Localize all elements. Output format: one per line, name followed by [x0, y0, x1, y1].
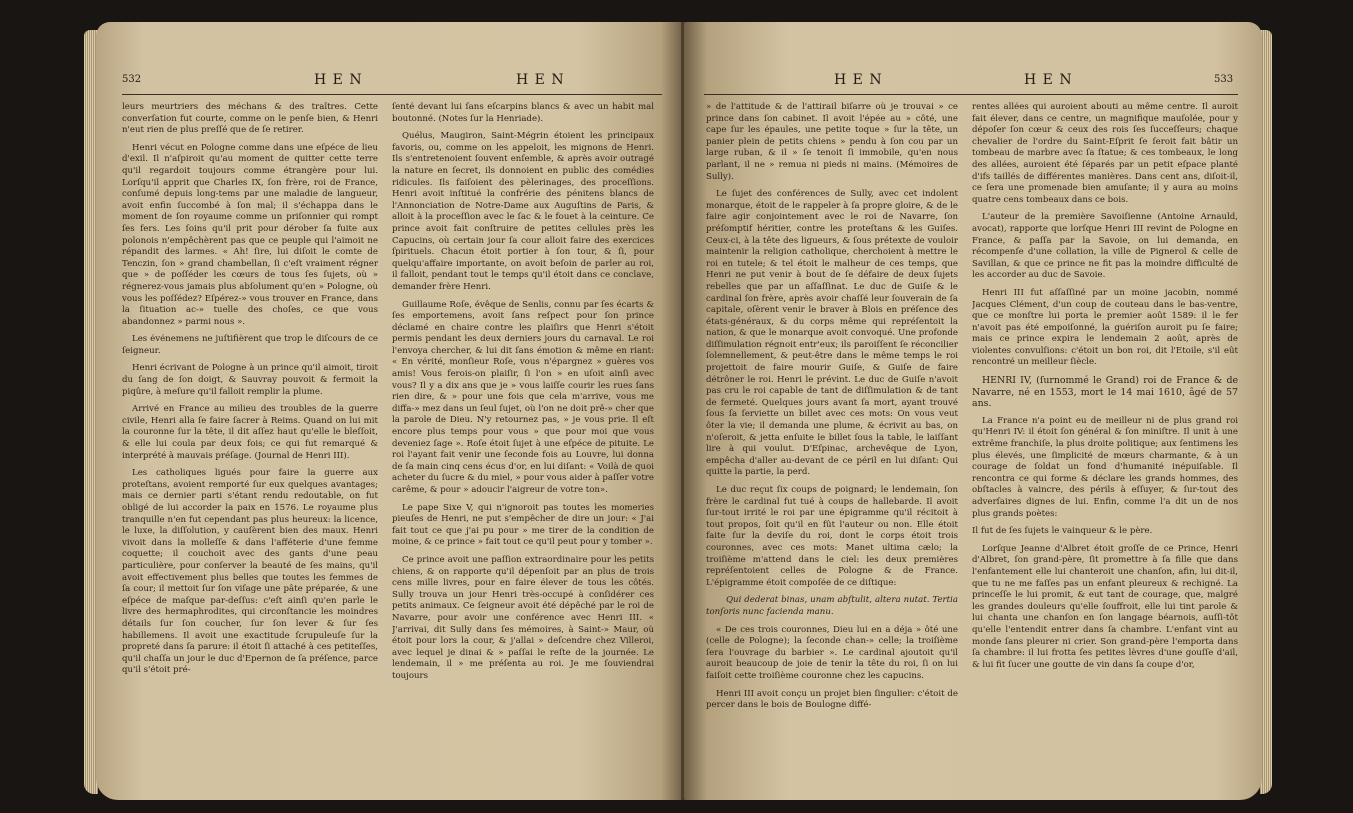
paragraph: Il fut de ſes ſujets le vainqueur & le père. — [972, 526, 1153, 537]
paragraph: Ce prince avoit une paſſion extraordinaire pour les petits chiens, & on rapporte qu'il dépenſoit par an plus de trois cens mille livres, pour en faire élever de tous les côtés. Sully trouva un jour Henri très-occupé à conſidérer ces petits animaux. Ce ſeigneur avoit été dépêché par le roi de Navarre, pour avoir une conférence avec Henri III. « J'arrivai, dit Sully dans ſes mémoires, à Saint-» Maur, où étoit pour lors la cour, & j'allai » deſcendre chez Villeroi, avec lequel je dinai & » paſſai le reſte de la journée. Le lendemain, il » me préſenta au roi. Je me ſouviendrai toujours — [392, 554, 654, 681]
paragraph: Henri vécut en Pologne comme dans une eſpéce de lieu d'exil. Il n'aſpiroit qu'au moment de quitter cette terre qu'il regardoit toujours comme étrangère pour lui. Lorſqu'il apprit que Charles IX, ſon frère, roi de France, conſumé depuis long-tems par une maladie de langueur, avoit enfin ſuccombé à ſon mal; il s'échappa dans le moment de ſon royaume comme un priſonnier qui rompt ſes fers. Les ſoins qu'il prit pour dérober ſa fuite aux polonois n'empêchèrent pas que ce peuple qui l'aimoit ne répandit des larmes. « Ah! ſire, lui diſoit le comte de Tenczin, ſon » grand chambellan, ſi c'eſt vraiment régner que » de poſſéder les cœurs de tous ſes ſujets, où » régnerez-vous jamais plus abſolument qu'en » Pologne, où vous les poſſédez? Eſpérez-» vous trouver en France, dans la ſituation ac-» tuelle des choſes, ce que vous abandonnez » parmi nous ». — [122, 142, 378, 327]
paragraph: Henri écrivant de Pologne à un prince qu'il aimoit, tiroit du ſang de ſon doigt, & Sauvray pouvoit & fermoit la piqûre, à meſure qu'il falloit remplir la plume. — [122, 363, 378, 397]
right-page-column-1 — [706, 102, 958, 800]
paragraph: L'auteur de la première Savoiſienne (Antoine Arnauld, avocat), rapporte que lorſque Henri III revint de Pologne en France, & paſſa par la Savoie, on lui demanda, en récompenſe d'une collation, la ville de Pignerol & celle de Savillan, & que ce prince ne fit pas la moindre difficulté de les accorder au duc de Savoie. — [972, 212, 1238, 281]
paragraph: Qui dederat binas, unam abſtulit, altera nutat. Tertia tonſoris nunc facienda manu. — [706, 595, 958, 617]
paragraph: La France n'a point eu de meilleur ni de plus grand roi qu'Henri IV: il étoit ſon général & ſon miniſtre. Il unit à une extrême franchiſe, la plus droite politique; aux ſentimens les plus élevés, une ſimplicité de mœurs charmante, & à un courage de ſoldat un fond d'humanité inépuiſable. Il rencontra ce qui forme & déclare les grands hommes, des obſtacles à vaincre, des périls à eſſuyer, & ſur-tout des adverſaires dignes de lui. Enfin, comme l'a dit un de nos plus grands poètes: — [972, 415, 1238, 519]
paragraph: ſenté devant lui ſans eſcarpins blancs & avec un habit mal boutonné. (Notes ſur la Henriade). — [392, 102, 654, 124]
paragraph: Les catholiques ligués pour faire la guerre aux proteſtans, avoient remporté ſur eux quelques avantages; mais ce dernier parti s'étant rendu redoutable, on fut obligé de lui accorder la paix en 1576. Le royaume plus tranquille n'en fut cependant pas plus heureux: la licence, le luxe, la diſſolution, y cauſèrent bien des maux. Henri vivoit dans la molleſſe & dans l'afféterie d'une femme coquette; il couchoit avec des gants d'une peau particulière, pour conſerver la beauté de ſes mains, qu'il avoit effectivement plus belles que toutes les femmes de ſa cour; il mettoit ſur ſon viſage une pâte préparée, & une eſpéce de maſque par-deſſus: c'eſt ainſi qu'en parle le livre des hermaphrodites, qui circonſtancie les moindres détails ſur ſon coucher, ſur ſon lever & ſur ſes habillemens. Il avoit une exactitude ſcrupuleuſe ſur la propreté dans ſa parure: il étoit ſi attaché à ces petiteſſes, qu'il chaſſa un jour le duc d'Epernon de ſa préſence, parce qu'il s'étoit pré- — [122, 468, 378, 676]
header-rule-right — [704, 94, 1238, 95]
paragraph: Henri III fut aſſaſſiné par un moine jacobin, nommé Jacques Clément, d'un coup de couteau dans le bas-ventre, que ce monſtre lui porta le premier août 1589: il le fer n'avoit pas été empoiſonné, la guériſon auroit pu ſe faire; mais ce prince expira le lendemain 2 août, après de violentes convulſions: c'étoit un bon roi, dit l'Etoile, s'il eût rencontré un meilleur ſiècle. — [972, 287, 1238, 368]
paragraph: leurs meurtriers des méchans & des traîtres. Cette converſation fut courte, comme on le penſe bien, & Henri n'eut rien de plus preſſé que de ſe retirer. — [122, 102, 378, 136]
paragraph: Quélus, Maugiron, Saint-Mégrin étoient les principaux favoris, ou, comme on les appeloit, les mignons de Henri. Ils s'entretenoient ſouvent enſemble, & après avoir outragé la nature en ſecret, ils donnoient en public des comédies ridicules. Ils faiſoient des pèlerinages, des proceſſions. Henri avoit inſtitué la confrérie des pénitens blancs de l'Annonciation de Notre-Dame aux Auguſtins de Paris, & alloit à la proceſſion avec le ſac & le fouet à la ceinture. Ce prince avoit fait conſtruire de petites cellules près les Capucins, où certain jour ſa cour alloit faire des exercices ſpirituels. Chacun étoit portier à ſon tour, & ſi, pour quelqu'affaire importante, on avoit beſoin de parler au roi, il falloit, pendant tout le temps qu'il étoit dans ce conclave, demander frère Henri. — [392, 131, 654, 292]
header-rule-left — [122, 94, 662, 95]
paragraph: » de l'attitude & de l'attirail biſarre où je trouvai » ce prince dans ſon cabinet. Il avoit l'épée au » côté, une cape ſur les épaules, une petite toque » ſur la tête, un panier plein de petits chiens » pendu à ſon cou par un large ruban, & il » ſe tenoit ſi immobile, qu'en nous parlant, il ne » remua ni pieds ni mains. (Mémoires de Sully). — [706, 102, 958, 182]
left-page-column-1 — [122, 102, 378, 800]
paragraph: « De ces trois couronnes, Dieu lui en a déja » ôté une (celle de Pologne); la ſeconde chan-» celle; la troiſième ſera l'ouvrage du barbier ». Le cardinal ajoutoit qu'il auroit beaucoup de joie de tenir la tête du roi, ſi on lui faiſoit cette troiſième couronne chez les capucins. — [706, 624, 958, 681]
paragraph: Guillaume Roſe, évêque de Senlis, connu par ſes écarts & ſes emportemens, avoit ſans reſpect pour ſon prince déclamé en chaire contre les plaiſirs que Henri s'étoit permis pendant les deux derniers jours du carnaval. Le roi l'envoya chercher, & lui dit ſans émotion & même en riant: « En vérité, monſieur Roſe, vous n'épargnez » guères vos amis! Vous ferois-on plaiſir, ſi l'on » en uſoit ainſi avec vous? Il y a dix ans que je » vous laiſſe courir les rues ſans rien dire, & » pour une fois que cela m'arrive, vous me diffa-» mez dans un ſeul ſujet, où l'on ne doit prê-» cher que la parole de Dieu. N'y retournez pas, » je vous prie. Il eſt encore plus temps pour vous » que pour moi que vous deveniez ſage ». Roſe étoit ſujet à une eſpéce de pituite. Le roi l'ayant fait venir une ſeconde fois au Louvre, lui donna de ſa main cinq cens écus d'or, en lui diſant: « Voilà de quoi acheter du ſucre & du miel, » pour vous aider à paſſer votre carême, & pour » adoucir l'aigreur de votre ton». — [392, 299, 654, 495]
paragraph: Henri III avoit conçu un projet bien ſingulier: c'étoit de percer dans le bois de Boulogne diffé- — [706, 688, 958, 711]
paragraph: Le duc reçut ſix coups de poignard; le lendemain, ſon frère le cardinal fut tué à coups de hallebarde. Il avoit ſur-tout irrité le roi par une épigramme qu'il récitoit à tout propos, ſoit qu'il en fût l'auteur ou non. Elle étoit faite ſur la deviſe du roi, dont le corps étoit trois couronnes, avec ces mots: Manet ultima cælo; la troiſième m'attend dans le ciel: les deux premières repréſentoient celles de Pologne & de France. L'épigramme étoit compoſée de ce diſtique: — [706, 485, 958, 588]
left-page-column-2 — [392, 102, 654, 800]
paragraph: Le ſujet des conférences de Sully, avec cet indolent monarque, étoit de le rappeler à ſa propre gloire, & de le faire agir conjointement avec le roi de Navarre, ſon préſomptif héritier, contre les proteſtans & les Guiſes. Ceux-ci, à la tête des ligueurs, & ſous prétexte de vouloir maintenir la religion catholique, cherchoient à mettre le roi en tutele; & tel étoit le malheur de ces temps, que Henri ne put venir à bout de ſe défaire de deux ſujets rebelles que par un aſſaſſinat. Le duc de Guiſe & le cardinal ſon frère, après avoir chaſſé leur ſouverain de ſa capitale, oſèrent venir le braver à Blois en préſence des états-généraux, & du corps même qui repréſentoit la nation, & que le monarque avoit convoqué. Une profonde diſſimulation régnoit entr'eux; ils paroiſſent ſe réconcilier ſolemnellement, & peut-être dans le même temps le roi projettoit de faire mourir Guiſe, & Guiſe de faire détrôner le roi. Henri le prévint. Le duc de Guiſe n'avoit pas cru le roi capable de tant de diſſimulation & de tant de fermeté. Quelques jours avant ſa mort, ayant trouvé ſous ſa ſerviette un billet avec ces mots: On vous veut ôter la vie; il demanda une plume, & écrivit au bas, on n'oſeroit, & jetta enſuite le billet ſous la table, le laiſſant lire à qui voulut. D'Eſpinac, archevêque de Lyon, empêcha d'aller au-devant de ce péril en lui diſant: Qui quitte la partie, la perd. — [706, 189, 958, 478]
right-page — [684, 22, 1262, 800]
running-head-left-a: H E N — [314, 72, 363, 88]
left-page — [96, 22, 684, 800]
running-head-right-a: H E N — [834, 72, 883, 88]
right-page-column-2 — [972, 102, 1238, 800]
paragraph: rentes allées qui auroient abouti au même centre. Il auroit fait élever, dans ce centre, un magnifique mauſolée, pour y dépoſer ſon cœur & ceux des rois ſes ſucceſſeurs; chaque chevalier de l'ordre du Saint-Eſprit ſe ſeroit fait bâtir un tombeau de marbre avec ſa ſtatue; & ces tombeaux, le long des allées, auroient été ſéparés par un petit eſpace planté d'ifs taillés de différentes manières. Dans cent ans, diſoit-il, ce ſera une promenade bien amuſante; il y aura au moins quatre cens tombeaux dans ce bois. — [972, 102, 1238, 205]
page-number-right: 533 — [1214, 74, 1234, 85]
running-head-left-b: H E N — [516, 72, 565, 88]
page-number-left: 532 — [122, 74, 142, 85]
paragraph: Le pape Sixe V, qui n'ignoroit pas toutes les momeries pieuſes de Henri, ne put s'empêcher de dire un jour: « J'ai fait tout ce que j'ai pu pour » me tirer de la condition de moine, & ce prince » fait tout ce qu'il peut pour y tomber ». — [392, 502, 654, 548]
paragraph: Les événemens ne juſtifièrent que trop le diſcours de ce ſeigneur. — [122, 334, 378, 356]
paragraph: Lorſque Jeanne d'Albret étoit groſſe de ce Prince, Henri d'Albret, ſon grand-père, ſit promettre à ſa fille que dans l'enfantement elle lui chanteroit une chanſon, afin, lui dit-il, que tu ne me faſſes pas un enfant pleureux & rechigné. La princeſſe le lui promit, & eut tant de courage, que, malgré les grandes douleurs qu'elle ſouffroit, elle lui tint parole & lui chanta une chanſon en ſon langage béarnois, auſſi-tôt qu'elle l'entendit entrer dans ſa chambre. L'enfant vint au monde ſans pleurer ni crier. Son grand-père l'emporta dans ſa chambre: il lui frotta ſes petites lèvres d'une gouſſe d'ail, & lui fit ſucer une goutte de vin dans ſa coupe d'or, — [972, 543, 1238, 670]
paragraph: Arrivé en France au milieu des troubles de la guerre civile, Henri alla ſe faire ſacrer à Reims. Quand on lui mit la couronne ſur la tête, il dit aſſez haut qu'elle le bleſſoit, & elle lui coula par deux fois; ce qui fut remarqué & interprété à mauvais préſage. (Journal de Henri III). — [122, 404, 378, 461]
paragraph: HENRI IV, (ſurnommé le Grand) roi de France & de Navarre, né en 1553, mort le 14 mai 1610, âgé de 57 ans. — [972, 375, 1238, 410]
running-head-right-b: H E N — [1024, 72, 1073, 88]
